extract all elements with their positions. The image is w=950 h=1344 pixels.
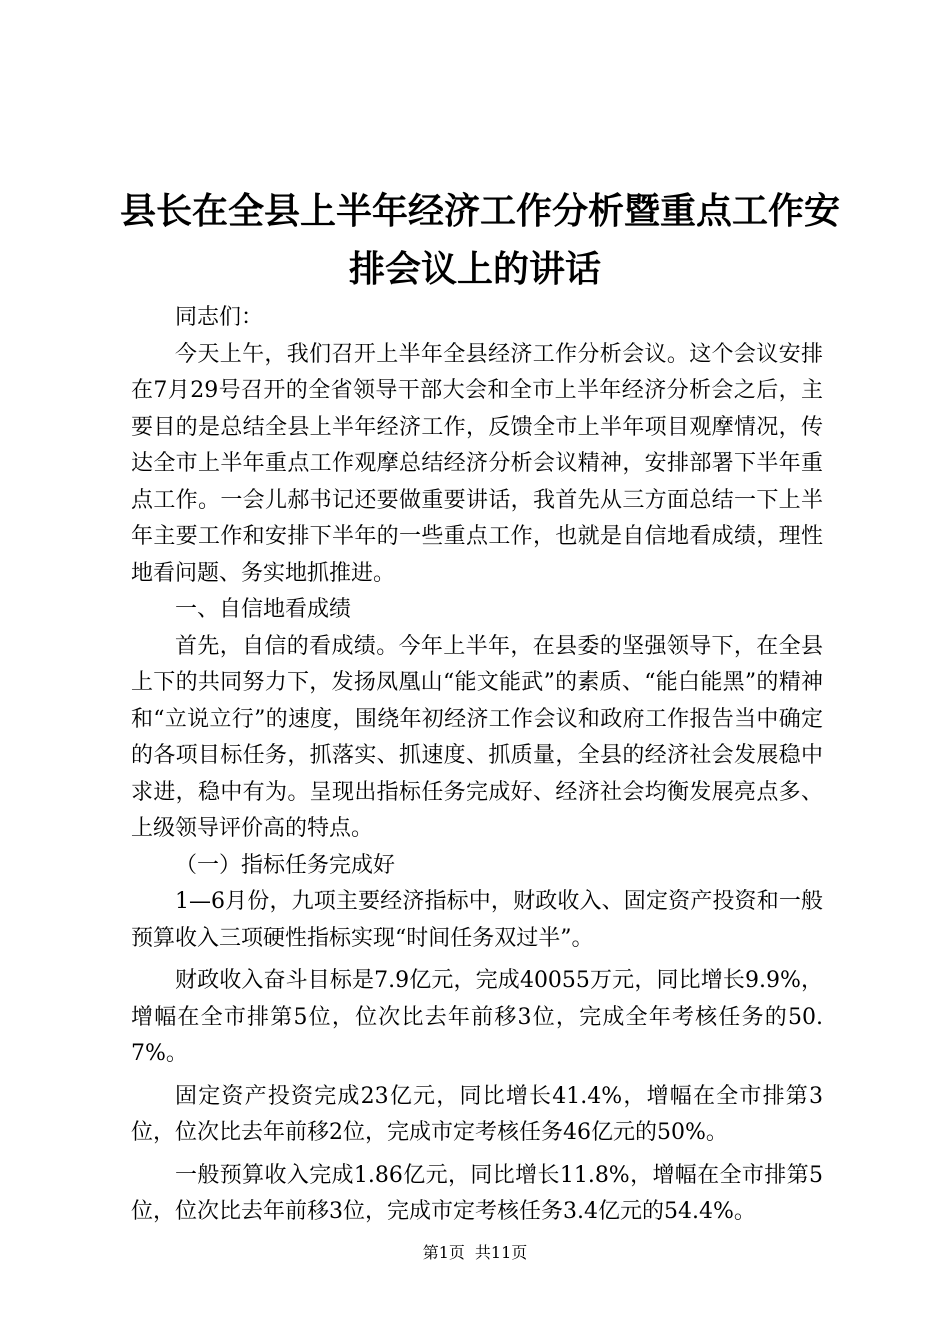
title-line-2: 排会议上的讲话 [348, 249, 601, 290]
page-total: 共11页 [474, 1243, 528, 1262]
title-line-1: 县长在全县上半年经济工作分析暨重点工作安 [120, 191, 841, 232]
general-budget-paragraph: 一般预算收入完成1.86亿元，同比增长11.8%，增幅在全市排第5位，位次比去年前移3位，完成市定考核任务3.4亿元的54.4%。 [131, 1162, 823, 1224]
section-1-paragraph: 首先，自信的看成绩。今年上半年，在县委的坚强领导下，在全县上下的共同努力下，发扬凤凰山“能文能武”的素质、“能白能黑”的精神和“立说立行”的速度，围绕年初经济工作会议和政府工作报告当中确定的各项目标任务，抓落实、抓速度、抓质量，全县的经济社会发展稳中求进，稳中有为。呈现出指标任务完成好、经济社会均衡发展亮点多、上级领导评价高的特点。 [131, 633, 823, 841]
greeting: 同志们： [175, 305, 264, 330]
document-title [120, 183, 841, 299]
intro-paragraph: 今天上午，我们召开上半年全县经济工作分析会议。这个会议安排在7月29号召开的全省领导干部大会和全市上半年经济分析会之后，主要目的是总结全县上半年经济工作，反馈全市上半年项目观摩情况，传达全市上半年重点工作观摩总结经济分析会议精神，安排部署下半年重点工作。一会儿郝书记还要做重要讲话，我首先从三方面总结一下上半年主要工作和安排下半年的一些重点工作，也就是自信地看成绩，理性地看问题、务实地抓推进。 [131, 341, 823, 586]
section-heading-1: 一、自信地看成绩 [175, 597, 352, 622]
subsection-heading-1: （一）指标任务完成好 [175, 852, 396, 878]
fiscal-revenue-paragraph: 财政收入奋斗目标是7.9亿元，完成40055万元，同比增长9.9%，增幅在全市排第5位，位次比去年前移3位，完成全年考核任务的50.7%。 [131, 968, 823, 1066]
page-footer [0, 1243, 950, 1263]
document-body [131, 300, 823, 1231]
summary-paragraph: 1—6月份，九项主要经济指标中，财政收入、固定资产投资和一般预算收入三项硬性指标实现“时间任务双过半”。 [131, 889, 823, 951]
page-number: 第1页 [422, 1243, 465, 1262]
fixed-investment-paragraph: 固定资产投资完成23亿元，同比增长41.4%，增幅在全市排第3位，位次比去年前移2位，完成市定考核任务46亿元的50%。 [131, 1083, 823, 1145]
